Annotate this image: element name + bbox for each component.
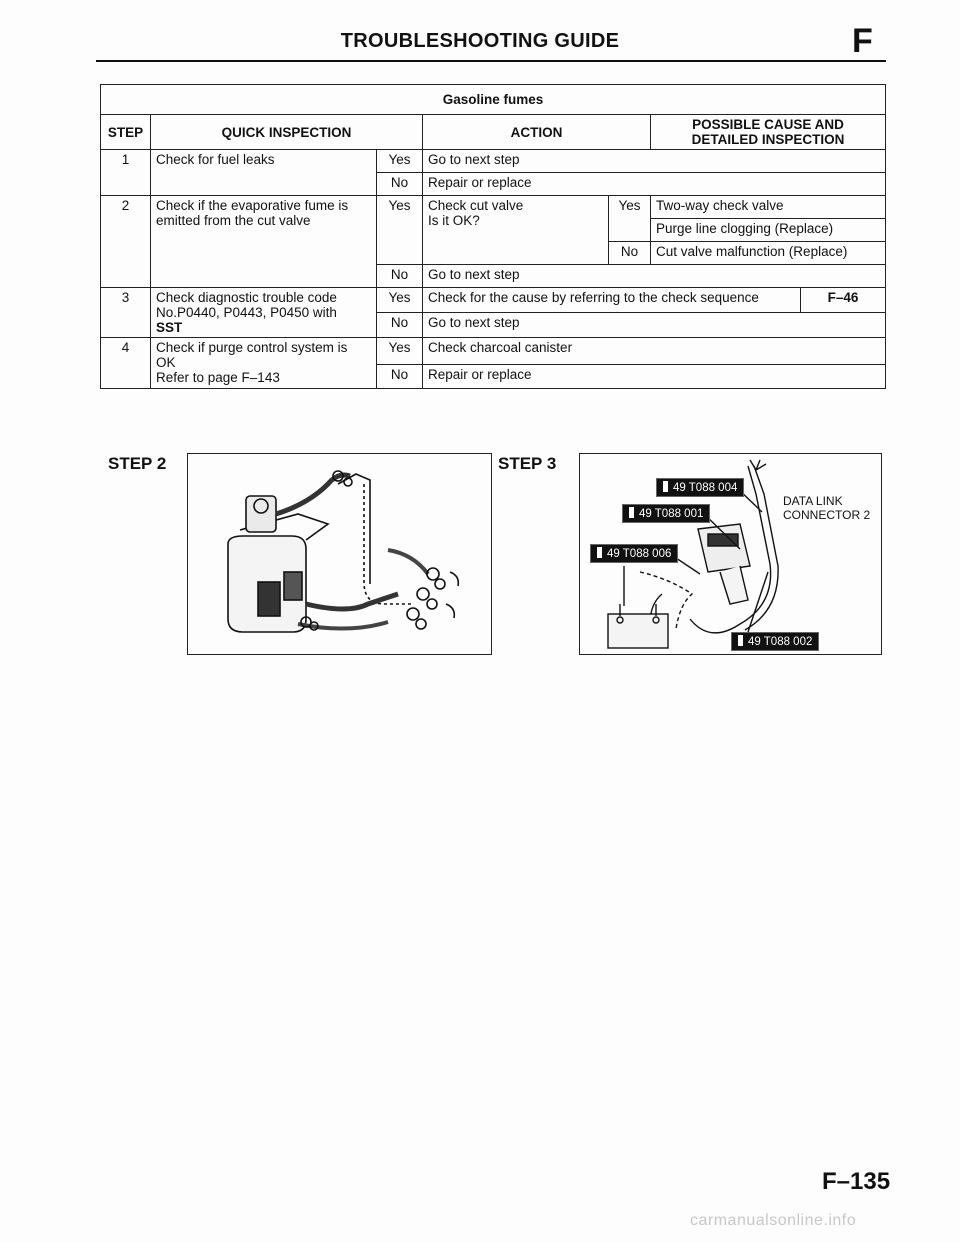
sst-tag [656,478,744,497]
table-row [101,338,886,365]
yes-label: Yes [377,338,423,365]
yes-label: Yes [377,150,423,173]
sst-tag-text: 49 T088 004 [673,482,738,494]
connector-label [783,494,870,522]
quick-line: Check if the evaporative fume is [156,198,349,213]
quick-inspection [151,338,377,389]
page-title: TROUBLESHOOTING GUIDE [340,30,620,52]
header-cause-line2: DETAILED INSPECTION [691,132,845,147]
action-text: Go to next step [423,265,886,288]
quick-inspection: Check for fuel leaks [151,150,377,196]
title-divider [96,60,886,62]
yes-label: Yes [377,288,423,313]
no-label: No [377,173,423,196]
cause-text: Cut valve malfunction (Replace) [651,242,886,265]
step3-label: STEP 3 [498,454,557,473]
step-number: 1 [101,150,151,196]
action-text: Repair or replace [423,173,886,196]
step-number: 2 [101,196,151,288]
yes-label: Yes [377,196,423,265]
table-row [101,288,886,313]
step2-figure [187,453,492,655]
connector-label-line: DATA LINK [783,494,843,508]
quick-inspection [151,196,377,288]
section-letter: F [852,22,873,60]
sst-tag-text: 49 T088 001 [639,508,704,520]
cause-text: Two-way check valve [651,196,886,219]
header-quick-inspection: QUICK INSPECTION [151,115,423,150]
page-reference: F–46 [801,288,886,313]
step-number: 3 [101,288,151,338]
quick-line: Check diagnostic trouble code [156,290,337,305]
action-text [423,196,609,265]
sst-tag [731,632,819,651]
header-step: STEP [101,115,151,150]
header-cause-line1: POSSIBLE CAUSE AND [692,117,844,132]
yes-label: Yes [609,196,651,242]
step-number: 4 [101,338,151,389]
action-text: Check charcoal canister [423,338,886,365]
quick-line: Check if purge control system is [156,340,348,355]
quick-line: SST [156,320,183,335]
no-label: No [377,265,423,288]
action-text: Go to next step [423,313,886,338]
sst-tag [622,504,710,523]
sst-tag [590,544,678,563]
quick-line: OK [156,355,176,370]
page-number: F–135 [822,1168,891,1195]
cut-valve-illustration [188,454,491,654]
watermark: carmanualsonline.info [690,1212,857,1229]
no-label: No [377,365,423,389]
quick-line: Refer to page F–143 [156,370,280,385]
step3-figure [579,453,882,655]
header-action: ACTION [423,115,651,150]
action-text: Repair or replace [423,365,886,389]
header-possible-cause [651,115,886,150]
table-row [101,150,886,173]
table-row [101,196,886,219]
quick-line: emitted from the cut valve [156,213,311,228]
action-line: Check cut valve [428,198,524,213]
no-label: No [377,313,423,338]
table-caption: Gasoline fumes [101,85,886,115]
connector-label-line: CONNECTOR 2 [783,508,871,522]
no-label: No [609,242,651,265]
cause-text: Purge line clogging (Replace) [651,219,886,242]
action-line: Is it OK? [428,213,480,228]
action-text: Check for the cause by referring to the check sequence [423,288,801,313]
sst-tag-text: 49 T088 006 [607,548,672,560]
quick-inspection [151,288,377,338]
step2-label: STEP 2 [108,454,167,473]
sst-tag-text: 49 T088 002 [748,636,813,648]
troubleshooting-table [100,84,886,389]
action-text: Go to next step [423,150,886,173]
quick-line: No.P0440, P0443, P0450 with [156,305,337,320]
